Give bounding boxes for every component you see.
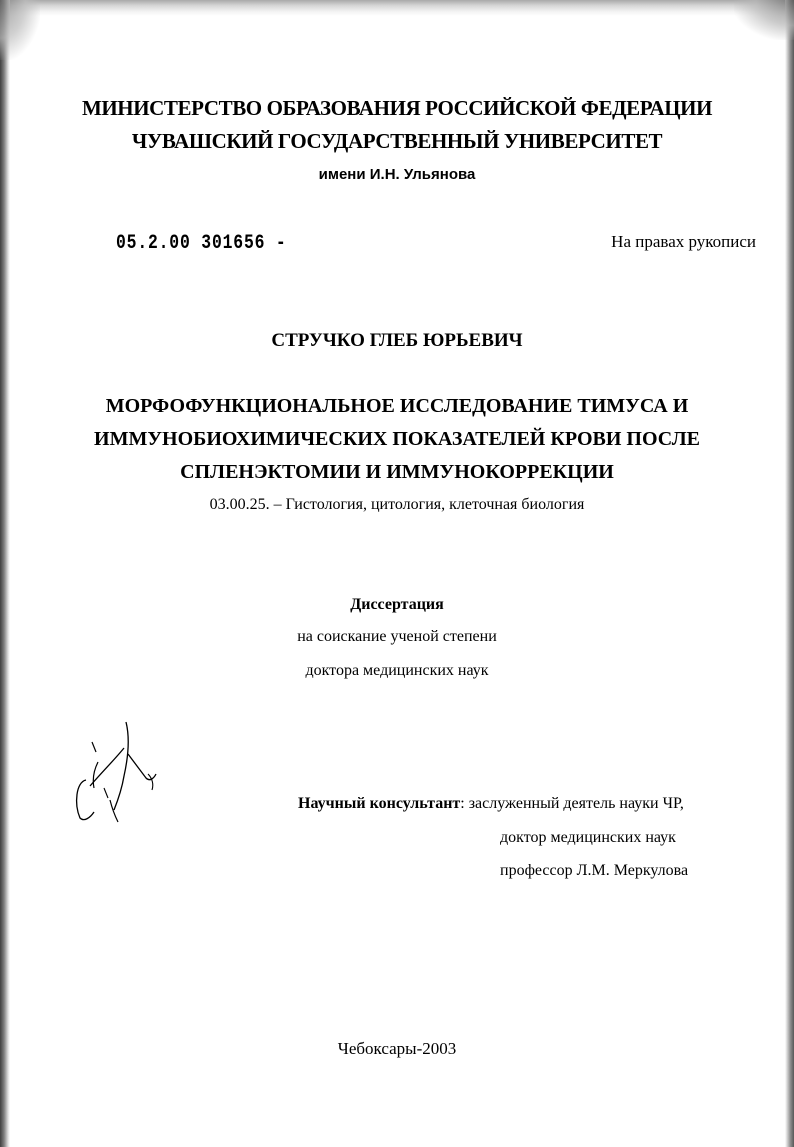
scan-shadow-top: [0, 0, 794, 16]
manuscript-rights-note: На правах рукописи: [611, 232, 756, 251]
document-type-label: Диссертация: [350, 596, 444, 613]
university-named-after: имени И.Н. Ульянова: [318, 166, 476, 183]
consultant-separator: :: [460, 795, 465, 812]
consultant-name: профессор Л.М. Меркулова: [500, 862, 689, 879]
specialty-code: 03.00.25. – Гистология, цитология, клеточная биология: [209, 496, 585, 513]
handwritten-signature-icon: [68, 718, 168, 828]
scan-shadow-corner-top-right: [734, 0, 794, 40]
consultant-line: [298, 795, 684, 813]
thesis-title-line-1: МОРФОФУНКЦИОНАЛЬНОЕ ИССЛЕДОВАНИЕ ТИМУСА И: [105, 395, 689, 417]
ministry-heading: МИНИСТЕРСТВО ОБРАЗОВАНИЯ РОССИЙСКОЙ ФЕДЕРАЦИИ: [81, 96, 713, 120]
consultant-label: Научный консультант: [298, 795, 461, 812]
consultant-title-1: заслуженный деятель науки ЧР,: [468, 795, 684, 812]
scan-shadow-corner-top-left: [0, 0, 40, 60]
degree-name-line: доктора медицинских наук: [305, 662, 489, 679]
author-name: СТРУЧКО ГЛЕБ ЮРЬЕВИЧ: [271, 330, 523, 351]
thesis-title-line-2: ИММУНОБИОХИМИЧЕСКИХ ПОКАЗАТЕЛЕЙ КРОВИ ПОСЛЕ: [94, 428, 700, 450]
degree-purpose-line: на соискание ученой степени: [297, 628, 497, 645]
consultant-title-2: доктор медицинских наук: [500, 829, 676, 846]
university-heading: ЧУВАШСКИЙ ГОСУДАРСТВЕННЫЙ УНИВЕРСИТЕТ: [131, 129, 663, 153]
archive-code-stamp: 05.2.00 301656 -: [116, 232, 287, 255]
thesis-title-line-3: СПЛЕНЭКТОМИИ И ИММУНОКОРРЕКЦИИ: [180, 461, 614, 483]
city-and-year: Чебоксары-2003: [337, 1039, 457, 1058]
